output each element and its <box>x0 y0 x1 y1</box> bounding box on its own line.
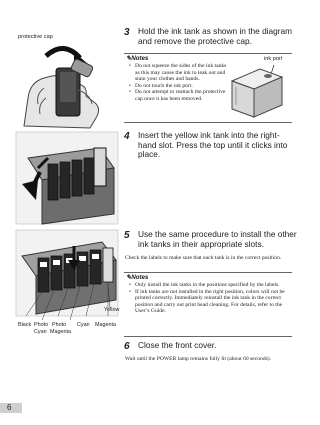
step-3-notes-rule-bottom <box>124 122 292 123</box>
note-item: • Do not attempt to reattach the protective cap once it has been removed. <box>135 89 227 102</box>
label-yellow: Yellow <box>104 307 120 313</box>
label-magenta: Magenta <box>95 322 116 328</box>
step-5-instruction: Use the same procedure to install the other ink tanks in their appropriate slots. <box>138 229 297 249</box>
step-6-body: Wait until the POWER lamp remains fully lit (about 60 seconds). <box>125 356 272 362</box>
step-4-instruction: Insert the yellow ink tank into the right-hand slot. Press the top until it clicks into place. <box>138 130 288 160</box>
step-4-number: 4 <box>124 131 130 142</box>
step-3-notes-title: Notes <box>131 55 149 62</box>
label-photo-cyan: Photo <box>34 322 49 328</box>
step-3-instruction: Hold the ink tank as shown in the diagram and remove the protective cap. <box>138 26 293 46</box>
step-3-notes-list <box>128 63 227 103</box>
step-5-notes-rule-bottom <box>124 336 292 337</box>
note-item: • Only install the ink tanks in the positions specified by the labels. <box>135 282 295 289</box>
step-3-notes-heading <box>126 55 148 62</box>
insert-tank-illustration <box>14 128 120 228</box>
step-5-body: Check the labels to make sure that each tank is in the correct position. <box>125 255 282 261</box>
step-5-notes-rule-top <box>124 272 292 273</box>
ink-port-label: ink port <box>264 56 283 62</box>
page-number: 6 <box>7 403 12 412</box>
protective-cap-label: protective cap <box>18 34 53 40</box>
step-6-number: 6 <box>124 341 130 352</box>
note-item: • Do not squeeze the sides of the ink tanks as this may cause the ink to leak out and stain your clothes and hands. <box>135 63 227 83</box>
label-photo-magenta-sub: Magenta <box>50 329 71 335</box>
label-black: Black <box>18 322 32 328</box>
step-5-number: 5 <box>124 230 130 241</box>
step-3-notes-rule-top <box>124 53 292 54</box>
ink-port-illustration <box>222 63 292 119</box>
note-item: • Do not touch the ink port. <box>135 83 227 90</box>
label-photo-cyan-sub: Cyan <box>34 329 47 335</box>
step-5-notes-heading <box>126 274 148 281</box>
step-5-notes-list <box>128 282 295 315</box>
label-photo-magenta: Photo <box>52 322 67 328</box>
remove-cap-illustration <box>16 38 114 130</box>
note-item: • If ink tanks are not installed in the right position, colors will not be printed correctly. Immediately reinstall the ink tank in the correct position and carry out print head cleaning. For details, refer to the User’s Guide. <box>135 289 295 315</box>
notes-pencil-icon: ✎ <box>126 55 132 62</box>
notes-pencil-icon: ✎ <box>126 274 132 281</box>
step-5-notes-title: Notes <box>131 274 149 281</box>
label-cyan: Cyan <box>77 322 90 328</box>
step-3-number: 3 <box>124 27 130 38</box>
step-6-instruction: Close the front cover. <box>138 340 217 350</box>
